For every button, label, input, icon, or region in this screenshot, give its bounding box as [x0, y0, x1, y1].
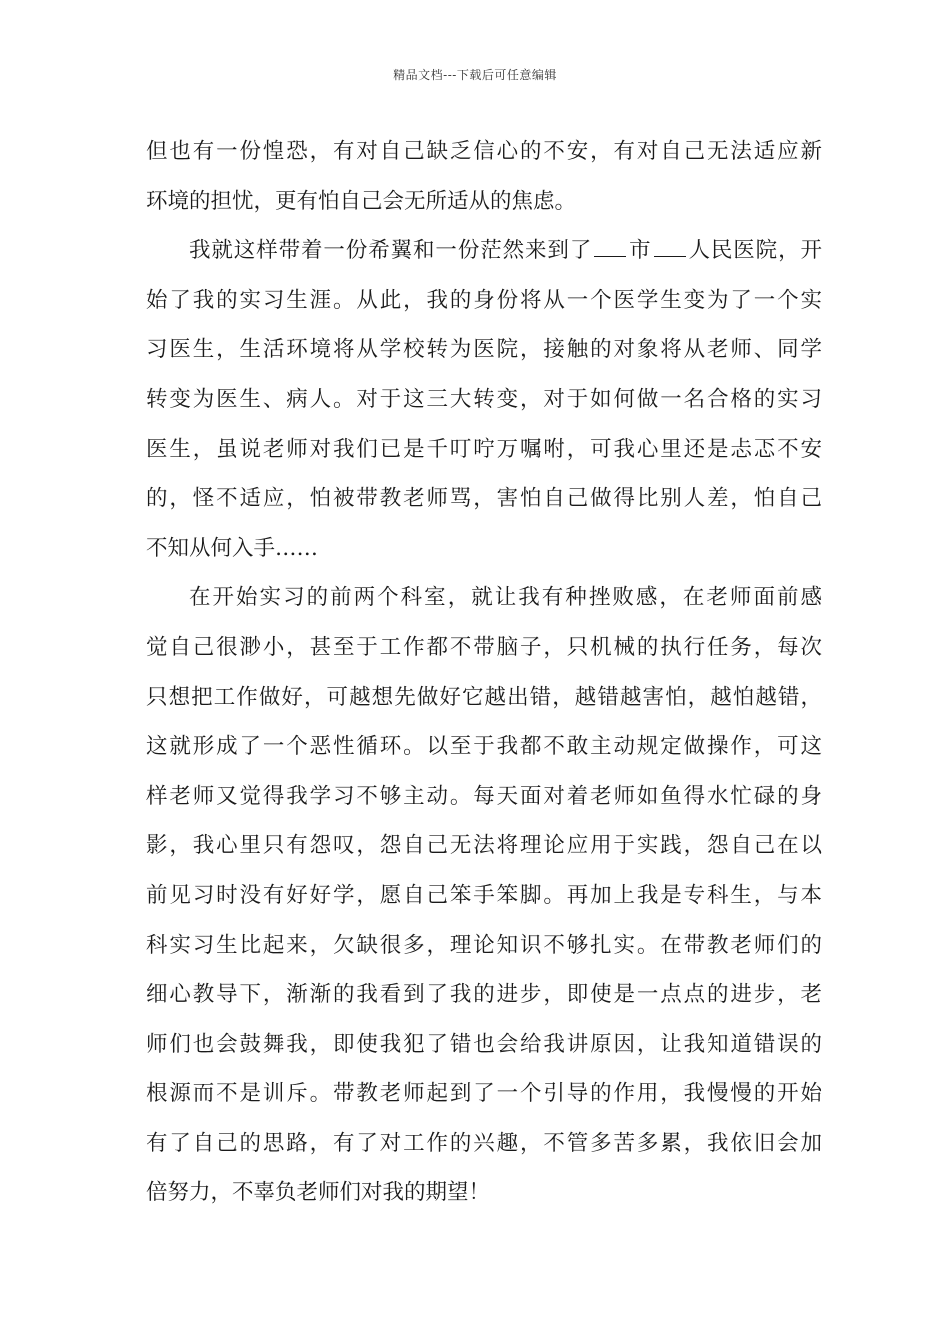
- document-body: [146, 127, 822, 1218]
- text-segment: 市: [628, 238, 652, 264]
- text-line: 觉自己很渺小，甚至于工作都不带脑子，只机械的执行任务，每次: [146, 634, 822, 660]
- text-line: 有了自己的思路，有了对工作的兴趣，不管多苦多累，我依旧会加: [146, 1130, 822, 1156]
- text-line: 习医生，生活环境将从学校转为医院，接触的对象将从老师、同学: [146, 337, 822, 363]
- page-header: 精品文档---下载后可任意编辑: [393, 68, 557, 82]
- text-line-with-blanks: [146, 226, 822, 276]
- text-line: 根源而不是训斥。带教老师起到了一个引导的作用，我慢慢的开始: [146, 1081, 822, 1107]
- text-line: 环境的担忧，更有怕自己会无所适从的焦虑。: [146, 188, 577, 214]
- text-line: 在开始实习的前两个科室，就让我有种挫败感，在老师面前感: [189, 585, 822, 611]
- text-segment: 我就这样带着一份希翼和一份茫然来到了: [189, 238, 593, 264]
- text-line: 师们也会鼓舞我，即使我犯了错也会给我讲原因，让我知道错误的: [146, 1031, 822, 1057]
- text-line: 这就形成了一个恶性循环。以至于我都不敢主动规定做操作，可这: [146, 734, 822, 760]
- text-line: 科实习生比起来，欠缺很多，理论知识不够扎实。在带教老师们的: [146, 932, 822, 958]
- text-line: 样老师又觉得我学习不够主动。每天面对着老师如鱼得水忙碌的身: [146, 783, 822, 809]
- text-line: 前见习时没有好好学，愿自己笨手笨脚。再加上我是专科生，与本: [146, 882, 822, 908]
- text-line: 影，我心里只有怨叹，怨自己无法将理论应用于实践，怨自己在以: [146, 833, 822, 859]
- text-line: 但也有一份惶恐，有对自己缺乏信心的不安，有对自己无法适应新: [146, 139, 822, 164]
- text-line: 的，怪不适应，怕被带教老师骂，害怕自己做得比别人差，怕自己: [146, 486, 822, 512]
- fill-blank: [594, 234, 626, 258]
- text-line: 细心教导下，渐渐的我看到了我的进步，即使是一点点的进步，老: [146, 982, 822, 1008]
- text-line: 倍努力，不辜负老师们对我的期望！: [146, 1180, 491, 1206]
- fill-blank: [654, 234, 686, 258]
- text-line: 医生，虽说老师对我们已是千叮咛万嘱咐，可我心里还是忐忑不安: [146, 436, 822, 462]
- text-line: 转变为医生、病人。对于这三大转变，对于如何做一名合格的实习: [146, 386, 822, 412]
- text-segment: 人民医院，开: [687, 238, 822, 264]
- text-line: 始了我的实习生涯。从此，我的身份将从一个医学生变为了一个实: [146, 287, 822, 313]
- text-line: 只想把工作做好，可越想先做好它越出错，越错越害怕，越怕越错，: [146, 684, 822, 710]
- text-line: 不知从何入手……: [146, 535, 319, 561]
